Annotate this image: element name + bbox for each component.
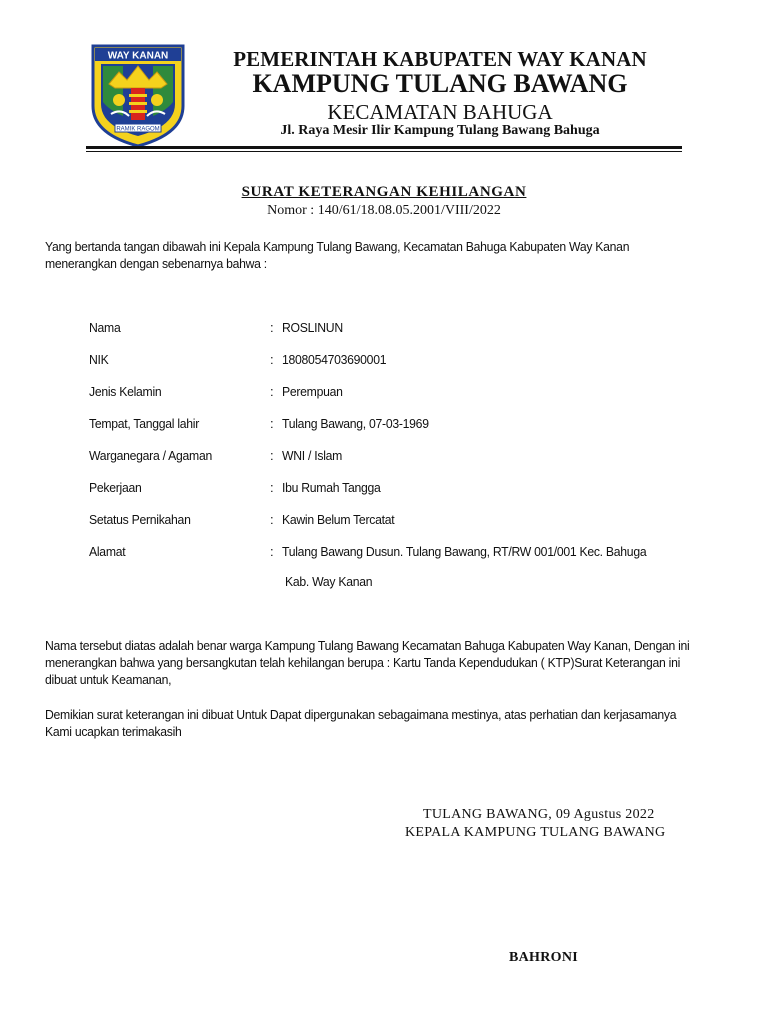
intro-paragraph: Yang bertanda tangan dibawah ini Kepala Kampung Tulang Bawang, Kecamatan Bahuga Kabupaten Way Kanan menerangkan dengan sebenarnya bahwa : [45, 239, 630, 271]
letterhead-government: PEMERINTAH KABUPATEN WAY KANAN [233, 47, 647, 71]
document-title-wrap [0, 184, 768, 201]
field-label: Pekerjaan [89, 480, 142, 495]
document-title: SURAT KETERANGAN KEHILANGAN [241, 184, 527, 200]
signatory-name: BAHRONI [509, 950, 578, 965]
letterhead-divider-thick [86, 146, 682, 149]
signature-position: KEPALA KAMPUNG TULANG BAWANG [405, 825, 666, 840]
field-label: Alamat [89, 544, 126, 559]
field-colon: : [270, 320, 274, 335]
field-colon: : [270, 480, 274, 495]
svg-text:RAMIK RAGOM: RAMIK RAGOM [116, 126, 160, 133]
field-label: Warganegara / Agaman [89, 448, 212, 463]
field-value: Ibu Rumah Tangga [282, 480, 381, 495]
address-continuation: Kab. Way Kanan [285, 574, 373, 589]
letterhead-village: KAMPUNG TULANG BAWANG [252, 69, 628, 98]
document-number: Nomor : 140/61/18.08.05.2001/VIII/2022 [267, 203, 501, 218]
way-kanan-emblem-icon [91, 44, 185, 148]
field-label: Tempat, Tanggal lahir [89, 416, 200, 431]
field-label: NIK [89, 352, 109, 367]
field-row-marital-status [89, 512, 709, 544]
letterhead-address: Jl. Raya Mesir Ilir Kampung Tulang Bawang Bahuga [280, 123, 600, 138]
field-value: Tulang Bawang, 07-03-1969 [282, 416, 429, 431]
field-colon: : [270, 448, 274, 463]
field-value: 1808054703690001 [282, 352, 387, 367]
field-colon: : [270, 416, 274, 431]
field-value: Tulang Bawang Dusun. Tulang Bawang, RT/RW 001/001 Kec. Bahuga [282, 544, 647, 559]
field-row-address [89, 544, 709, 576]
field-row-name [89, 320, 709, 352]
field-label: Jenis Kelamin [89, 384, 162, 399]
field-row-nik [89, 352, 709, 384]
field-value: WNI / Islam [282, 448, 343, 463]
field-label: Nama [89, 320, 121, 335]
letterhead-divider-thin [86, 151, 682, 152]
letterhead-district: KECAMATAN BAHUGA [327, 100, 553, 124]
field-value: ROSLINUN [282, 320, 343, 335]
field-colon: : [270, 384, 274, 399]
field-row-citizenship-religion [89, 448, 709, 480]
field-colon: : [270, 352, 274, 367]
field-row-gender [89, 384, 709, 416]
field-colon: : [270, 544, 274, 559]
signature-place-date: TULANG BAWANG, 09 Agustus 2022 [423, 807, 655, 822]
closing-paragraph: Demikian surat keterangan ini dibuat Untuk Dapat dipergunakan sebagaimana mestinya, atas perhatian dan kerjasamanya Kami ucapkan terimakasih [45, 707, 677, 739]
field-colon: : [270, 512, 274, 527]
field-value: Kawin Belum Tercatat [282, 512, 395, 527]
statement-paragraph: Nama tersebut diatas adalah benar warga Kampung Tulang Bawang Kecamatan Bahuga Kabupaten Way Kanan, Dengan ini menerangkan bahwa yang bersangkutan telah kehilangan berupa : Kartu Tanda Kependudukan ( KTP)Surat Keterangan ini dibuat untuk Keamanan, [45, 638, 690, 687]
field-row-birth [89, 416, 709, 448]
identity-fields [89, 320, 709, 576]
field-row-occupation [89, 480, 709, 512]
svg-text:WAY KANAN: WAY KANAN [107, 50, 169, 62]
field-value: Perempuan [282, 384, 343, 399]
field-label: Setatus Pernikahan [89, 512, 191, 527]
